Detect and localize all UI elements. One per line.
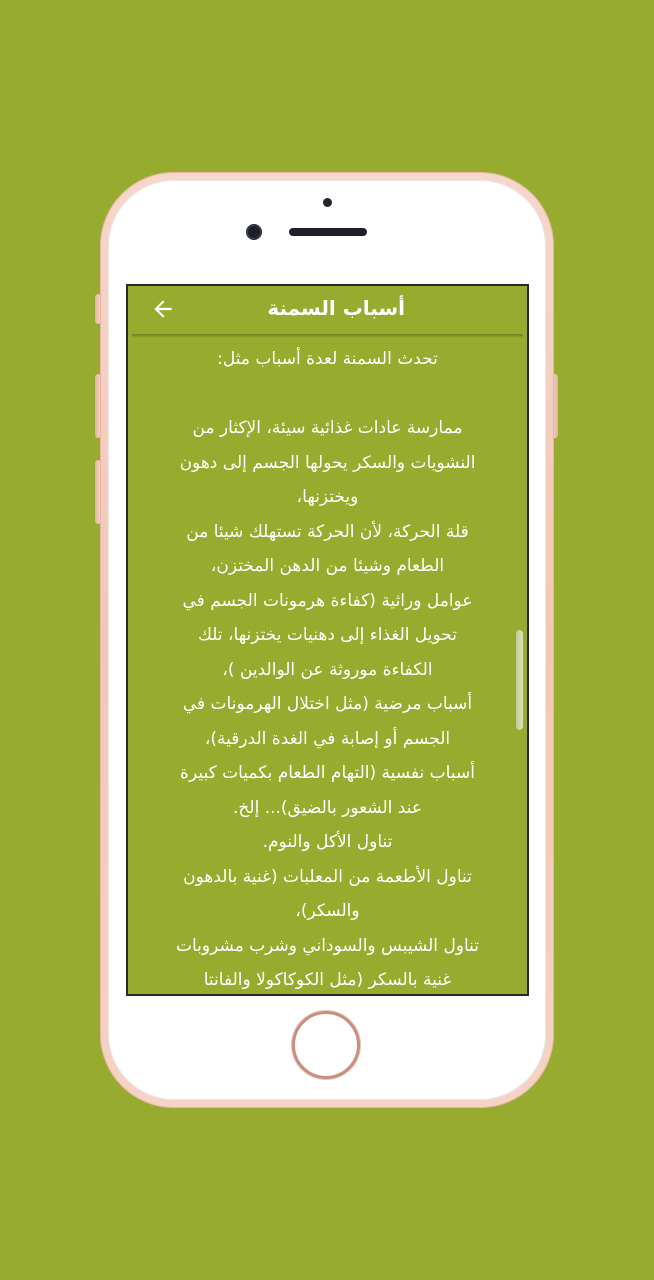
text-line: والسكر)،	[295, 901, 360, 921]
text-line: تناول الأكل والنوم.	[262, 832, 393, 852]
text-line: الطعام وشيئا من الدهن المختزن،	[210, 556, 445, 576]
text-line: أسباب نفسية (التهام الطعام بكميات كبيرة	[180, 763, 475, 783]
spacer	[150, 377, 505, 412]
text-line: ويختزنها،	[296, 487, 359, 507]
text-line: غنية بالسكر (مثل الكوكاكولا والفانتا	[203, 970, 452, 990]
arrow-left-icon	[150, 296, 176, 322]
text-line: قلة الحركة، لأن الحركة تستهلك شيئا من	[186, 521, 469, 542]
app-screen	[126, 284, 529, 996]
text-line: تناول الشيبس والسوداني وشرب مشروبات	[175, 935, 480, 956]
front-camera	[246, 224, 262, 240]
text-line: عند الشعور بالضيق)... إلخ.	[233, 797, 422, 818]
text-line: تناول الأطعمة من المعلبات (غنية بالدهون	[183, 866, 472, 887]
home-button[interactable]	[292, 1011, 360, 1079]
app-bar-divider	[132, 334, 523, 338]
text-line: النشويات والسكر يحولها الجسم إلى دهون	[179, 452, 476, 473]
text-line: ممارسة عادات غذائية سيئة، الإكثار من	[192, 418, 463, 438]
text-line: أسباب مرضية (مثل اختلال الهرمونات في	[182, 694, 473, 714]
text-line: عوامل وراثية (كفاءة هرمونات الجسم في	[182, 590, 473, 611]
proximity-sensor	[323, 198, 332, 207]
text-line: تحويل الغذاء إلى دهنيات يختزنها، تلك	[197, 625, 458, 645]
scrollbar-thumb[interactable]	[516, 630, 523, 730]
app-bar	[128, 286, 527, 334]
text-line: الجسم أو إصابة في الغدة الدرقية)،	[204, 728, 451, 749]
intro-text: تحدث السمنة لعدة أسباب مثل:	[217, 349, 438, 369]
earpiece-speaker	[289, 228, 367, 236]
text-line: الكفاءة موروثة عن الوالدين )،	[222, 659, 433, 680]
page-title: أسباب السمنة	[267, 296, 405, 320]
article-content	[150, 342, 505, 996]
back-button[interactable]	[150, 296, 176, 322]
